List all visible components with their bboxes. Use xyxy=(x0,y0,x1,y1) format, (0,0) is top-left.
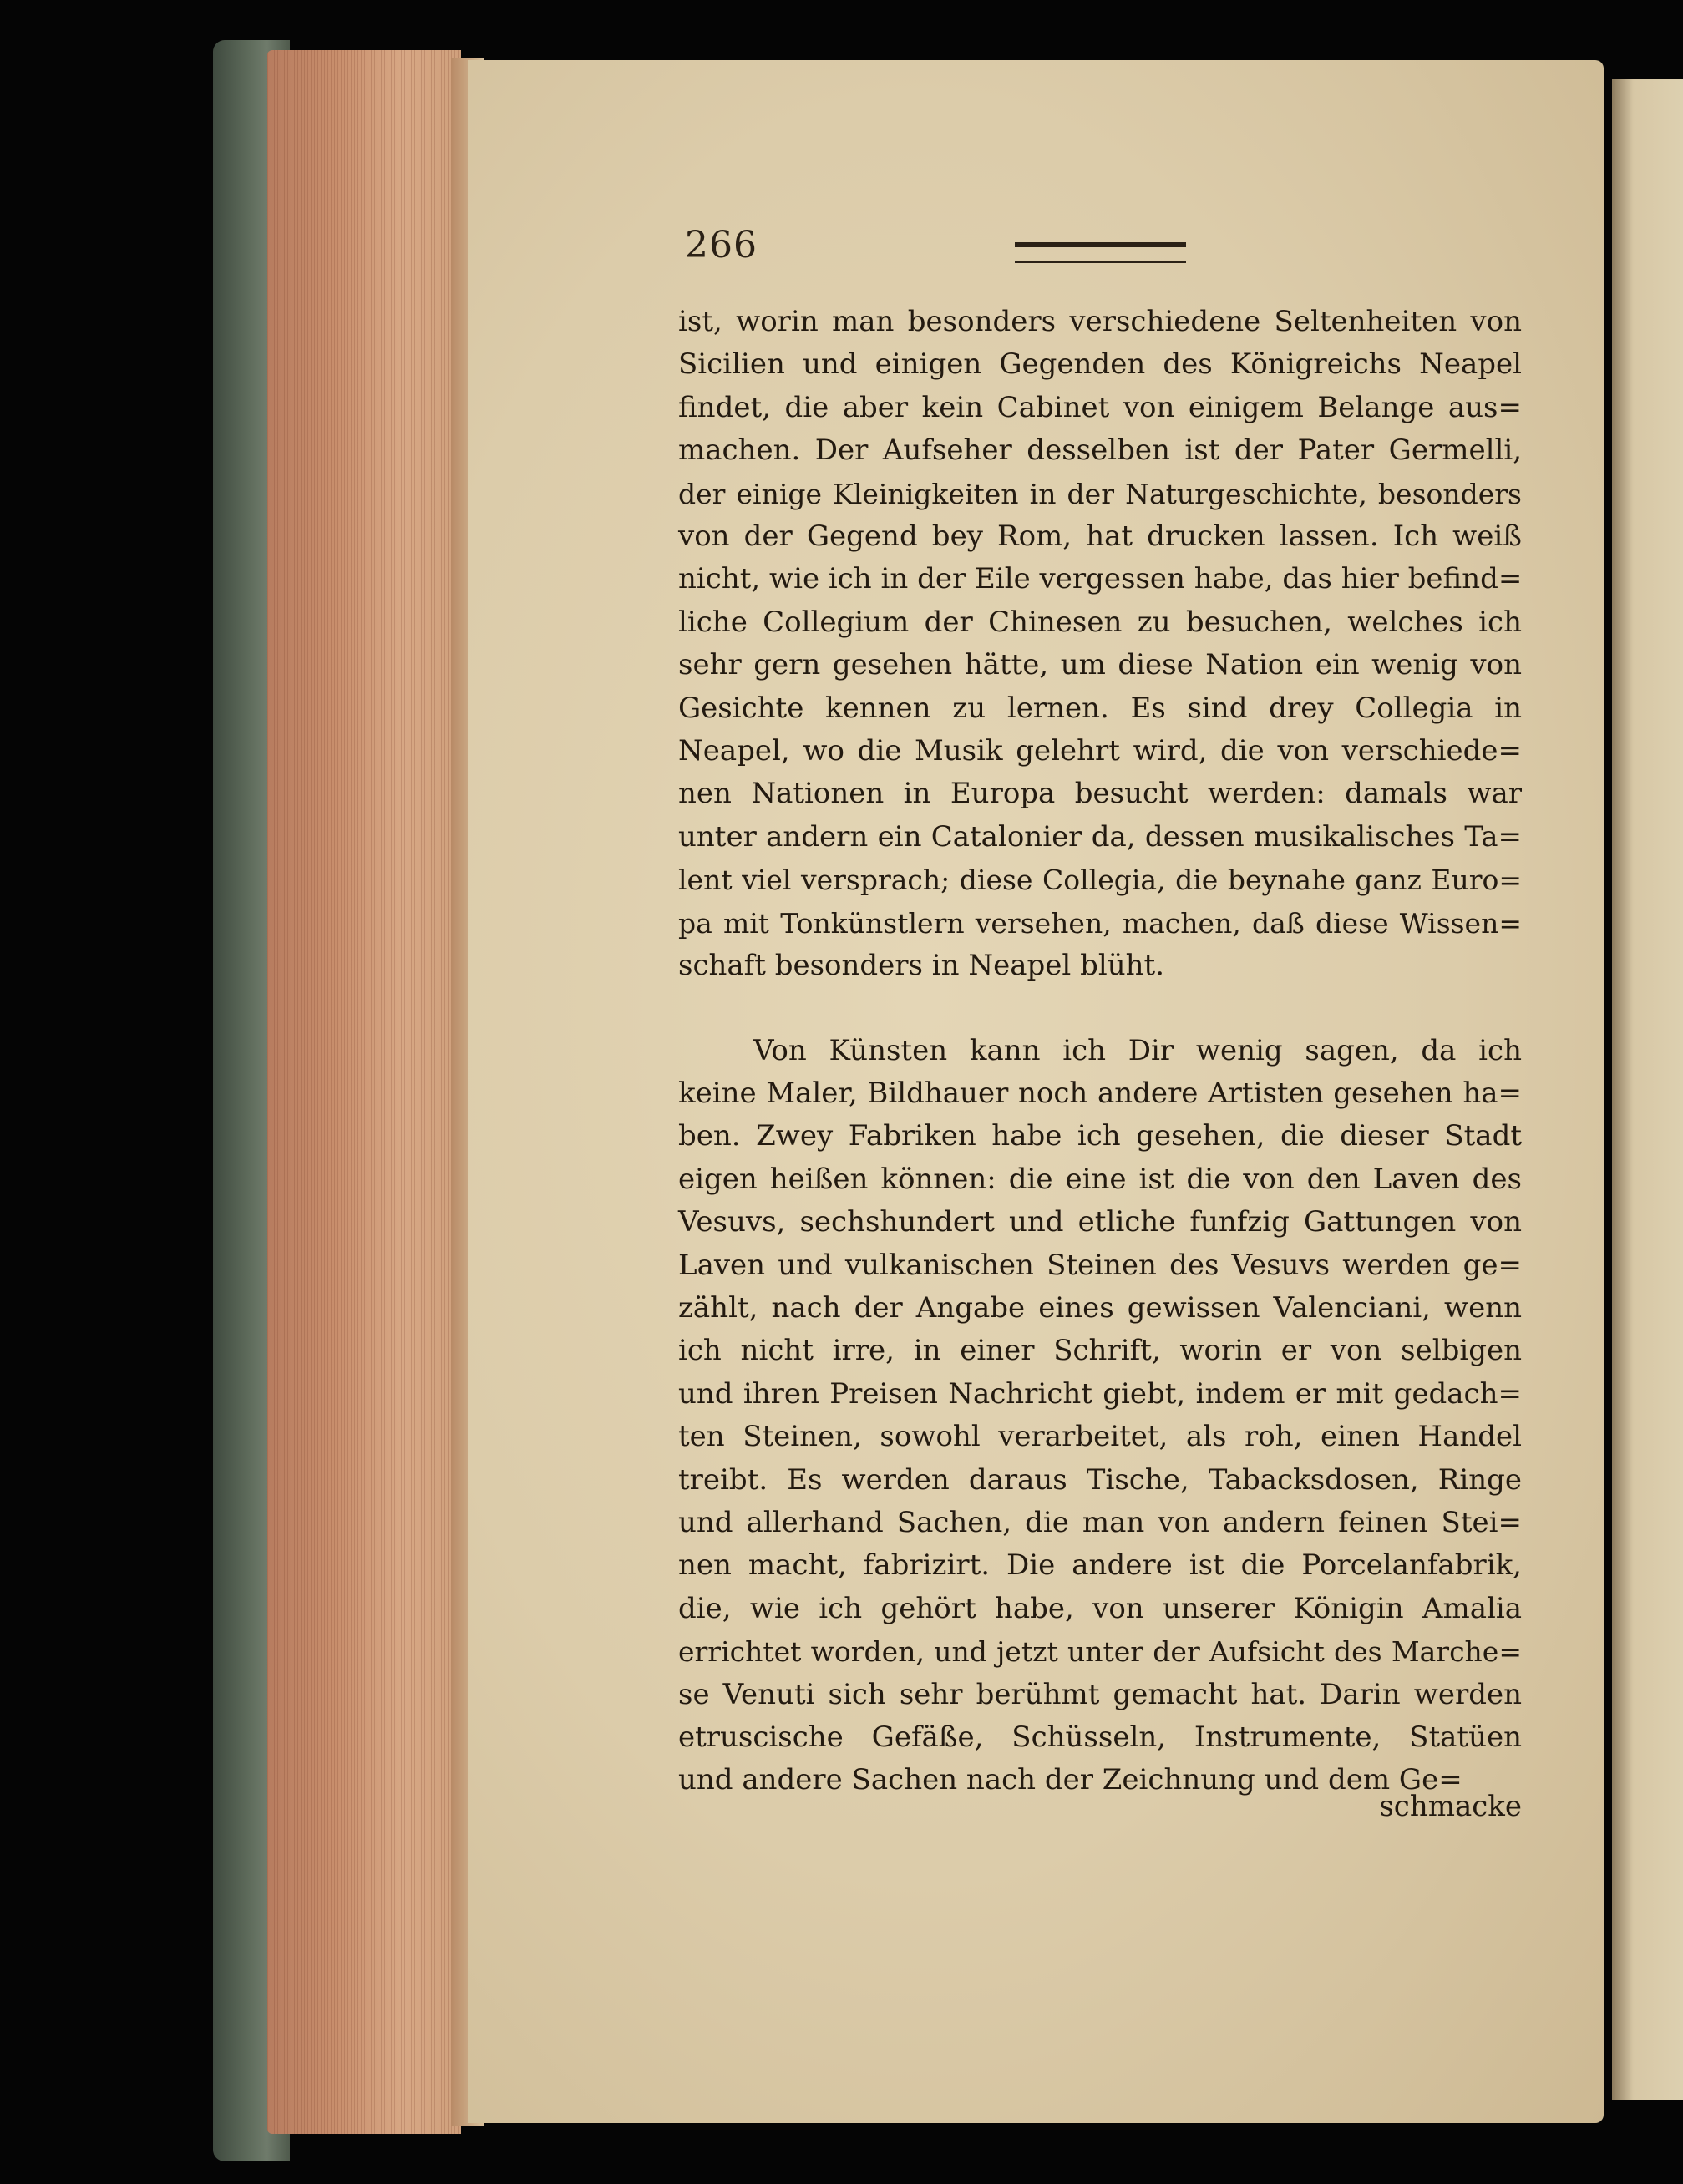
body-text xyxy=(678,301,1522,1802)
text-line: Laven und vulkanischen Steinen des Vesuvs werden ge= xyxy=(678,1248,1522,1282)
text-line: Gesichte kennen zu lernen. Es sind drey Collegia in xyxy=(678,691,1522,725)
text-line: nen Nationen in Europa besucht werden: damals war xyxy=(678,777,1522,811)
text-line: Neapel, wo die Musik gelehrt wird, die von verschiede= xyxy=(678,734,1522,768)
text-line: der einige Kleinigkeiten in der Naturgeschichte, besonders xyxy=(678,477,1522,510)
text-line: treibt. Es werden daraus Tische, Tabacksdosen, Ringe xyxy=(678,1462,1522,1497)
page-number: 266 xyxy=(685,224,758,266)
text-line: se Venuti sich sehr berühmt gemacht hat. Darin werden xyxy=(678,1677,1522,1711)
text-line: liche Collegium der Chinesen zu besuchen, welches ich xyxy=(678,605,1522,639)
text-line: Von Künsten kann ich Dir wenig sagen, da ich xyxy=(753,1033,1522,1067)
text-line: etruscische Gefäße, Schüsseln, Instrumente, Statüen xyxy=(678,1720,1522,1754)
text-line: Sicilien und einigen Gegenden des Königreichs Neapel xyxy=(678,347,1522,382)
text-line: ten Steinen, sowohl verarbeitet, als roh, einen Handel xyxy=(678,1420,1522,1454)
text-line: die, wie ich gehört habe, von unserer Königin Amalia xyxy=(678,1591,1522,1625)
text-line: ist, worin man besonders verschiedene Seltenheiten von xyxy=(678,305,1522,338)
text-line: und andere Sachen nach der Zeichnung und dem Ge= xyxy=(678,1763,1462,1797)
text-line: keine Maler, Bildhauer noch andere Artisten gesehen ha= xyxy=(678,1076,1522,1110)
text-line: unter andern ein Catalonier da, dessen musikalisches Ta= xyxy=(678,819,1522,854)
text-line: pa mit Tonkünstlern versehen, machen, daß diese Wissen= xyxy=(678,906,1522,940)
text-line: ben. Zwey Fabriken habe ich gesehen, die dieser Stadt xyxy=(678,1119,1522,1153)
text-line: zählt, nach der Angabe eines gewissen Valenciani, wenn xyxy=(678,1290,1522,1325)
text-line: und ihren Preisen Nachricht giebt, indem er mit gedach= xyxy=(678,1376,1522,1411)
text-line: und allerhand Sachen, die man von andern feinen Stei= xyxy=(678,1505,1522,1539)
text-line: ich nicht irre, in einer Schrift, worin er von selbigen xyxy=(678,1334,1522,1368)
text-line: nen macht, fabrizirt. Die andere ist die Porcelanfabrik, xyxy=(678,1548,1522,1583)
paragraph-2 xyxy=(678,1030,1522,1802)
text-line: Vesuvs, sechshundert und etliche funfzig Gattungen von xyxy=(678,1205,1522,1239)
paragraph-1 xyxy=(678,301,1522,988)
text-line: schaft besonders in Neapel blüht. xyxy=(678,949,1165,983)
header-rule xyxy=(1015,242,1186,263)
text-line: findet, die aber kein Cabinet von einigem Belange aus= xyxy=(678,390,1522,424)
text-line: lent viel versprach; diese Collegia, die beynahe ganz Euro= xyxy=(678,864,1522,897)
text-line: nicht, wie ich in der Eile vergessen habe, das hier befind= xyxy=(678,562,1523,596)
text-line: von der Gegend bey Rom, hat drucken lassen. Ich weiß xyxy=(678,519,1522,554)
text-line: errichtet worden, und jetzt unter der Aufsicht des Marche= xyxy=(678,1635,1522,1669)
paragraph-gap xyxy=(678,988,1522,1030)
page-edges xyxy=(267,50,461,2134)
page-header xyxy=(685,224,1516,274)
facing-page-edge xyxy=(1612,79,1683,2100)
text-line: eigen heißen können: die eine ist die von den Laven des xyxy=(678,1162,1522,1196)
text-line: sehr gern gesehen hätte, um diese Nation ein wenig von xyxy=(678,648,1522,682)
text-line: machen. Der Aufseher desselben ist der Pater Germelli, xyxy=(678,433,1522,468)
catchword: schmacke xyxy=(1379,1790,1522,1823)
